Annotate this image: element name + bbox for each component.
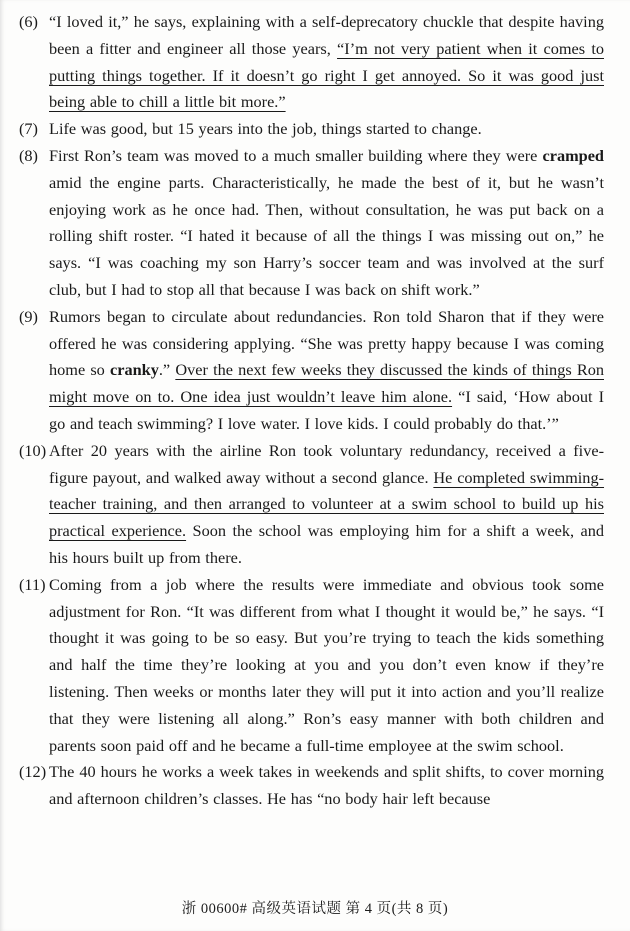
paragraph-9 — [19, 304, 604, 438]
text-run-normal: Coming from a job where the results were immediate and obvious took some adjustment for Ron. “It was different from what I thought it would be,” he says. “I thought it was going to be so easy. But you’re trying to teach the kids something and half the time they’re looking at you and you don’t even know if they’re listening. Then weeks or months later they will put it into action and you’ll realize that they were listening all along.” Ron’s easy manner with both children and parents soon paid off and he became a full-time employee at the swim school. — [49, 574, 604, 755]
paragraph-10 — [19, 438, 604, 572]
text-run-bold: cramped — [542, 145, 604, 165]
text-run-normal: Soon the school was employing him for a shift a week, and his hours built up from there. — [49, 521, 604, 567]
text-run-normal: “I said, ‘How about I go and teach swimming? I love water. I love kids. I could probably do that.’” — [49, 387, 604, 433]
paragraph-number: (12) — [19, 762, 47, 782]
paragraph-6 — [19, 9, 604, 116]
paragraph-11 — [19, 572, 604, 760]
paragraph-number: (11) — [19, 574, 46, 594]
text-run-normal: Rumors began to circulate about redundancies. Ron told Sharon that if they were offered he was considering applying. “She was pretty happy because I was coming home so — [49, 306, 604, 380]
text-run-underline: “I’m not very patient when it comes to putting things together. If it doesn’t go right I get annoyed. So it was good just being able to chill a little bit more.” — [49, 38, 604, 112]
text-run-normal: First Ron’s team was moved to a much smaller building where they were — [49, 145, 543, 165]
paragraph-number: (8) — [19, 145, 38, 165]
text-run-normal: .” — [158, 360, 176, 380]
text-run-underline: He completed swimming-teacher training, and then arranged to volunteer at a swim school to build up his practical experience. — [49, 467, 605, 541]
text-run-bold: cranky — [110, 360, 159, 380]
paragraph-7 — [19, 116, 604, 143]
paragraph-list — [19, 9, 604, 813]
text-run-normal: Life was good, but 15 years into the job, things started to change. — [49, 119, 482, 139]
text-run-underline: Over the next few weeks they discussed the kinds of things Ron might move on to. One idea just wouldn’t leave him alone. — [49, 360, 604, 407]
paragraph-number: (9) — [19, 306, 38, 326]
text-run-normal: “I loved it,” he says, explaining with a self-deprecatory chuckle that despite having been a fitter and engineer all those years, — [49, 12, 604, 58]
page-footer: 浙 00600# 高级英语试题 第 4 页(共 8 页) — [181, 901, 449, 917]
paragraph-number: (7) — [19, 119, 38, 139]
paragraph-number: (10) — [19, 440, 47, 460]
paragraph-12 — [19, 759, 604, 813]
text-run-normal: The 40 hours he works a week takes in weekends and split shifts, to cover morning and afternoon children’s classes. He has “no body hair left because — [49, 762, 604, 809]
paragraph-number: (6) — [19, 12, 38, 31]
text-run-normal: amid the engine parts. Characteristically, he made the best of it, but he wasn’t enjoying work as he once had. Then, without consultation, he was put back on a rolling shift roster. “I hated it because of all the things I was missing out on,” he says. “I was coaching my son Harry’s soccer team and was involved at the surf club, but I had to stop all that because I was back on shift work.” — [49, 172, 604, 299]
paragraph-8 — [19, 143, 604, 304]
text-run-normal: After 20 years with the airline Ron took voluntary redundancy, received a five-figure payout, and walked away without a second glance. — [49, 440, 604, 487]
